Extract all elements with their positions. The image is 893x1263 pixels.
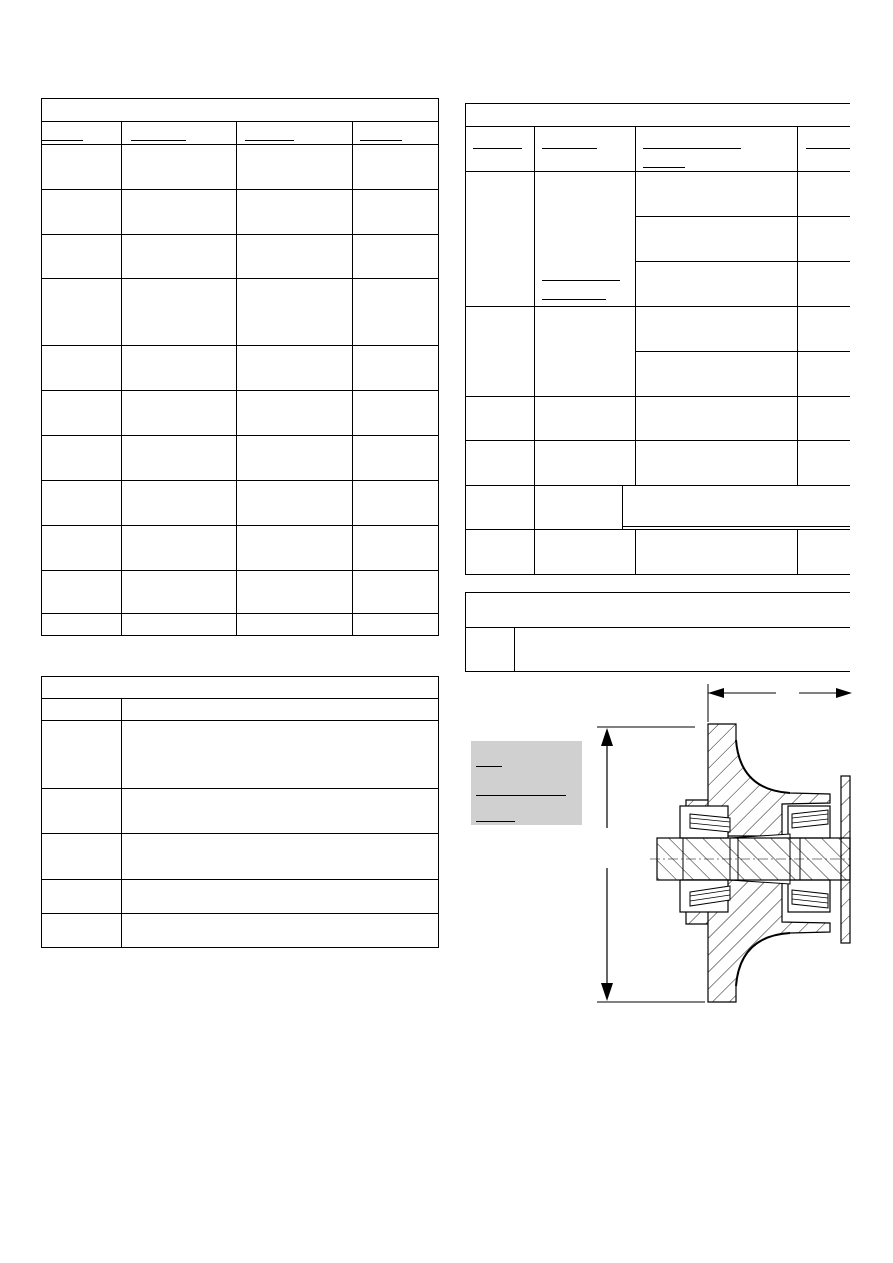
mounting-plate [841,776,850,943]
arrow-right-icon [836,688,852,698]
width-dimension [708,684,852,722]
arrow-up-icon [601,728,613,746]
bearing-right-bottom [788,880,830,912]
arrow-down-icon [601,983,613,1001]
arrow-left-icon [708,688,724,698]
bearing-right-top [788,806,830,838]
bearing-left-bottom [680,880,730,912]
bearing-left-top [680,806,730,838]
